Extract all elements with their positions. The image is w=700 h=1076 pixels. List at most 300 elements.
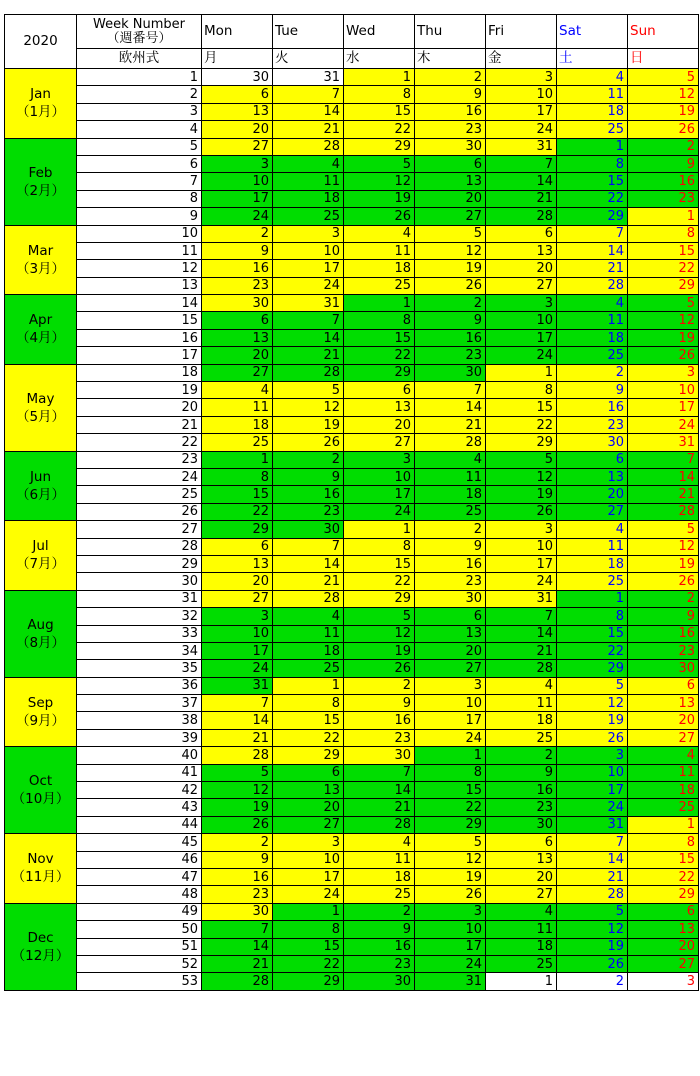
day-cell-wed: 4: [344, 225, 415, 242]
day-cell-tue: 22: [273, 955, 344, 972]
day-header-thu: Thu: [415, 15, 486, 49]
day-cell-thu: 22: [415, 799, 486, 816]
day-cell-wed: 20: [344, 416, 415, 433]
week-number-cell: 36: [77, 677, 202, 694]
table-row: [5, 138, 699, 155]
day-cell-fri: 24: [486, 347, 557, 364]
month-name: Jun: [29, 468, 52, 485]
day-header-sat-jp: 土: [557, 49, 628, 69]
month-label-cell: [5, 364, 77, 451]
table-row: [5, 86, 699, 103]
day-cell-thu: 24: [415, 729, 486, 746]
table-row: [5, 399, 699, 416]
day-cell-fri: 10: [486, 312, 557, 329]
day-cell-fri: 14: [486, 173, 557, 190]
year-header: 2020: [5, 15, 77, 69]
day-cell-tue: 21: [273, 121, 344, 138]
day-cell-thu: 17: [415, 712, 486, 729]
table-row: [5, 868, 699, 885]
day-cell-mon: 9: [202, 851, 273, 868]
day-cell-sun: 22: [628, 868, 699, 885]
day-cell-sat: 12: [557, 921, 628, 938]
day-cell-sat: 11: [557, 86, 628, 103]
day-cell-thu: 2: [415, 521, 486, 538]
day-cell-tue: 17: [273, 260, 344, 277]
day-cell-fri: 7: [486, 155, 557, 172]
week-number-cell: 37: [77, 695, 202, 712]
day-cell-fri: 13: [486, 242, 557, 259]
table-row: [5, 260, 699, 277]
day-cell-sat: 1: [557, 138, 628, 155]
month-name: Mar: [27, 242, 54, 259]
european-standard-label: 欧州式: [77, 49, 202, 69]
week-number-cell: 8: [77, 190, 202, 207]
month-label-cell: [5, 69, 77, 139]
day-cell-sat: 15: [557, 625, 628, 642]
month-name: May: [26, 390, 55, 407]
month-name: Jul: [32, 538, 49, 555]
week-number-cell: 24: [77, 468, 202, 485]
day-cell-sun: 23: [628, 642, 699, 659]
day-cell-sat: 30: [557, 434, 628, 451]
day-cell-thu: 16: [415, 555, 486, 572]
month-name: Feb: [28, 164, 53, 181]
day-cell-thu: 30: [415, 590, 486, 607]
day-cell-mon: 31: [202, 677, 273, 694]
day-cell-mon: 2: [202, 834, 273, 851]
day-cell-tue: 28: [273, 364, 344, 381]
week-number-cell: 39: [77, 729, 202, 746]
month-name: Sep: [27, 694, 54, 711]
day-header-sat: Sat: [557, 15, 628, 49]
month-name-jp: （12月）: [11, 947, 70, 964]
day-cell-wed: 5: [344, 608, 415, 625]
day-cell-fri: 28: [486, 208, 557, 225]
day-cell-fri: 24: [486, 573, 557, 590]
day-cell-sun: 21: [628, 486, 699, 503]
day-cell-sun: 26: [628, 573, 699, 590]
month-name: Nov: [27, 851, 54, 868]
day-cell-thu: 5: [415, 225, 486, 242]
week-number-label: Week Number: [93, 16, 185, 32]
month-name-jp: （8月）: [15, 634, 66, 651]
day-cell-wed: 11: [344, 242, 415, 259]
table-row: [5, 173, 699, 190]
day-cell-wed: 15: [344, 103, 415, 120]
month-name-jp: （5月）: [15, 408, 66, 425]
week-number-cell: 32: [77, 608, 202, 625]
day-cell-mon: 24: [202, 660, 273, 677]
day-cell-fri: 11: [486, 695, 557, 712]
week-number-cell: 13: [77, 277, 202, 294]
day-cell-fri: 26: [486, 503, 557, 520]
week-number-cell: 35: [77, 660, 202, 677]
day-cell-sun: 7: [628, 451, 699, 468]
month-name-jp: （7月）: [15, 556, 66, 573]
week-number-cell: 7: [77, 173, 202, 190]
month-label-cell: [5, 521, 77, 591]
day-header-wed-jp: 水: [344, 49, 415, 69]
day-cell-sun: 22: [628, 260, 699, 277]
table-row: [5, 729, 699, 746]
day-cell-thu: 20: [415, 190, 486, 207]
day-cell-mon: 14: [202, 938, 273, 955]
month-label-cell: [5, 677, 77, 747]
day-cell-thu: 27: [415, 660, 486, 677]
day-cell-sat: 27: [557, 503, 628, 520]
day-cell-thu: 21: [415, 416, 486, 433]
table-row: [5, 782, 699, 799]
day-cell-sun: 11: [628, 764, 699, 781]
day-cell-sun: 25: [628, 799, 699, 816]
day-cell-tue: 30: [273, 521, 344, 538]
day-cell-sun: 12: [628, 312, 699, 329]
month-name: Aug: [27, 616, 54, 633]
day-cell-wed: 1: [344, 521, 415, 538]
day-cell-mon: 3: [202, 608, 273, 625]
day-cell-mon: 23: [202, 277, 273, 294]
table-row: [5, 416, 699, 433]
day-cell-tue: 18: [273, 190, 344, 207]
day-cell-fri: 21: [486, 190, 557, 207]
day-cell-mon: 9: [202, 242, 273, 259]
day-cell-wed: 18: [344, 868, 415, 885]
day-cell-thu: 13: [415, 173, 486, 190]
table-row: [5, 521, 699, 538]
month-label-cell: [5, 451, 77, 521]
day-cell-tue: 11: [273, 625, 344, 642]
day-cell-sun: 9: [628, 608, 699, 625]
day-cell-fri: 7: [486, 608, 557, 625]
day-cell-mon: 14: [202, 712, 273, 729]
day-cell-sun: 31: [628, 434, 699, 451]
day-cell-sat: 7: [557, 834, 628, 851]
day-cell-wed: 27: [344, 434, 415, 451]
day-cell-sat: 4: [557, 521, 628, 538]
day-cell-thu: 24: [415, 955, 486, 972]
day-cell-wed: 22: [344, 121, 415, 138]
day-cell-thu: 26: [415, 886, 486, 903]
day-cell-mon: 23: [202, 886, 273, 903]
day-cell-mon: 12: [202, 782, 273, 799]
day-cell-tue: 27: [273, 816, 344, 833]
day-cell-thu: 17: [415, 938, 486, 955]
month-name-jp: （11月）: [11, 869, 70, 886]
day-cell-fri: 20: [486, 868, 557, 885]
day-cell-wed: 29: [344, 590, 415, 607]
table-row: [5, 295, 699, 312]
day-header-thu-jp: 木: [415, 49, 486, 69]
day-cell-sun: 27: [628, 955, 699, 972]
day-cell-sat: 29: [557, 208, 628, 225]
calendar-body: [5, 69, 699, 991]
week-number-cell: 53: [77, 973, 202, 990]
day-cell-sun: 5: [628, 521, 699, 538]
day-cell-fri: 14: [486, 625, 557, 642]
day-cell-tue: 24: [273, 886, 344, 903]
day-cell-sun: 18: [628, 782, 699, 799]
month-label-cell: [5, 225, 77, 295]
table-row: [5, 712, 699, 729]
day-cell-sun: 15: [628, 242, 699, 259]
table-row: [5, 69, 699, 86]
day-cell-fri: 10: [486, 86, 557, 103]
day-header-fri: Fri: [486, 15, 557, 49]
day-cell-tue: 15: [273, 938, 344, 955]
day-cell-fri: 3: [486, 521, 557, 538]
day-cell-fri: 29: [486, 434, 557, 451]
day-cell-mon: 25: [202, 434, 273, 451]
table-row: [5, 312, 699, 329]
day-cell-tue: 20: [273, 799, 344, 816]
day-cell-tue: 14: [273, 555, 344, 572]
week-number-cell: 10: [77, 225, 202, 242]
week-number-cell: 29: [77, 555, 202, 572]
day-cell-mon: 29: [202, 521, 273, 538]
day-cell-fri: 5: [486, 451, 557, 468]
table-row: [5, 538, 699, 555]
day-cell-mon: 20: [202, 121, 273, 138]
day-cell-fri: 25: [486, 729, 557, 746]
month-label-cell: [5, 295, 77, 365]
day-cell-tue: 14: [273, 103, 344, 120]
day-cell-thu: 6: [415, 608, 486, 625]
table-row: [5, 834, 699, 851]
day-cell-tue: 1: [273, 903, 344, 920]
day-cell-sat: 19: [557, 938, 628, 955]
day-cell-wed: 30: [344, 973, 415, 990]
day-cell-thu: 7: [415, 382, 486, 399]
day-cell-wed: 2: [344, 677, 415, 694]
day-cell-sun: 13: [628, 921, 699, 938]
day-cell-wed: 16: [344, 938, 415, 955]
day-cell-sat: 17: [557, 782, 628, 799]
day-cell-sun: 16: [628, 625, 699, 642]
day-cell-fri: 30: [486, 816, 557, 833]
day-cell-mon: 10: [202, 625, 273, 642]
day-cell-thu: 5: [415, 834, 486, 851]
day-cell-tue: 28: [273, 138, 344, 155]
day-cell-mon: 5: [202, 764, 273, 781]
week-number-cell: 44: [77, 816, 202, 833]
day-cell-sun: 5: [628, 69, 699, 86]
day-cell-mon: 30: [202, 903, 273, 920]
day-cell-tue: 17: [273, 868, 344, 885]
day-cell-fri: 28: [486, 660, 557, 677]
day-cell-thu: 18: [415, 486, 486, 503]
week-number-cell: 42: [77, 782, 202, 799]
day-cell-sun: 4: [628, 747, 699, 764]
week-number-cell: 3: [77, 103, 202, 120]
week-number-cell: 26: [77, 503, 202, 520]
calendar-sheet: [4, 14, 699, 991]
day-cell-wed: 15: [344, 329, 415, 346]
day-header-tue-jp: 火: [273, 49, 344, 69]
day-cell-sat: 21: [557, 260, 628, 277]
day-cell-fri: 31: [486, 590, 557, 607]
day-cell-sat: 5: [557, 903, 628, 920]
table-row: [5, 329, 699, 346]
day-cell-fri: 18: [486, 938, 557, 955]
week-number-cell: 33: [77, 625, 202, 642]
day-cell-wed: 28: [344, 816, 415, 833]
day-cell-fri: 27: [486, 277, 557, 294]
day-cell-mon: 1: [202, 451, 273, 468]
day-cell-sat: 4: [557, 69, 628, 86]
day-cell-wed: 23: [344, 729, 415, 746]
week-number-cell: 16: [77, 329, 202, 346]
day-cell-wed: 25: [344, 886, 415, 903]
day-cell-sun: 26: [628, 347, 699, 364]
day-cell-wed: 14: [344, 782, 415, 799]
day-cell-wed: 8: [344, 312, 415, 329]
day-cell-wed: 25: [344, 277, 415, 294]
day-header-wed: Wed: [344, 15, 415, 49]
table-row: [5, 764, 699, 781]
day-cell-tue: 6: [273, 764, 344, 781]
day-cell-sun: 3: [628, 364, 699, 381]
table-row: [5, 382, 699, 399]
week-number-cell: 1: [77, 69, 202, 86]
day-cell-tue: 3: [273, 834, 344, 851]
table-row: [5, 468, 699, 485]
day-cell-tue: 4: [273, 155, 344, 172]
week-number-cell: 51: [77, 938, 202, 955]
day-cell-wed: 9: [344, 695, 415, 712]
day-cell-thu: 30: [415, 364, 486, 381]
day-cell-sun: 17: [628, 399, 699, 416]
day-cell-tue: 23: [273, 503, 344, 520]
day-cell-sat: 26: [557, 955, 628, 972]
day-cell-tue: 8: [273, 695, 344, 712]
day-cell-fri: 19: [486, 486, 557, 503]
day-cell-sat: 6: [557, 451, 628, 468]
day-cell-wed: 8: [344, 86, 415, 103]
day-cell-fri: 23: [486, 799, 557, 816]
day-cell-thu: 12: [415, 242, 486, 259]
day-cell-wed: 8: [344, 538, 415, 555]
day-cell-sun: 20: [628, 938, 699, 955]
day-cell-tue: 18: [273, 642, 344, 659]
day-cell-tue: 7: [273, 312, 344, 329]
day-header-mon-jp: 月: [202, 49, 273, 69]
week-number-cell: 28: [77, 538, 202, 555]
month-name: Oct: [28, 773, 53, 790]
day-cell-thu: 27: [415, 208, 486, 225]
day-cell-sun: 16: [628, 173, 699, 190]
day-cell-fri: 12: [486, 468, 557, 485]
day-header-mon: Mon: [202, 15, 273, 49]
month-label-cell: [5, 747, 77, 834]
day-cell-thu: 4: [415, 451, 486, 468]
day-cell-tue: 11: [273, 173, 344, 190]
day-cell-tue: 10: [273, 851, 344, 868]
week-number-cell: 52: [77, 955, 202, 972]
day-cell-mon: 28: [202, 747, 273, 764]
week-number-cell: 48: [77, 886, 202, 903]
day-cell-fri: 9: [486, 764, 557, 781]
week-number-cell: 49: [77, 903, 202, 920]
day-cell-sun: 8: [628, 834, 699, 851]
table-row: [5, 155, 699, 172]
day-cell-mon: 21: [202, 955, 273, 972]
day-cell-wed: 5: [344, 155, 415, 172]
day-cell-sun: 9: [628, 155, 699, 172]
day-cell-sat: 2: [557, 364, 628, 381]
table-row: [5, 695, 699, 712]
day-cell-wed: 9: [344, 921, 415, 938]
day-cell-fri: 17: [486, 555, 557, 572]
day-cell-sun: 19: [628, 555, 699, 572]
day-cell-mon: 24: [202, 208, 273, 225]
week-number-cell: 30: [77, 573, 202, 590]
day-cell-wed: 3: [344, 451, 415, 468]
week-number-cell: 47: [77, 868, 202, 885]
day-cell-fri: 17: [486, 103, 557, 120]
day-cell-thu: 31: [415, 973, 486, 990]
table-row: [5, 955, 699, 972]
table-row: [5, 747, 699, 764]
day-cell-fri: 20: [486, 260, 557, 277]
day-cell-sun: 23: [628, 190, 699, 207]
day-cell-sat: 20: [557, 486, 628, 503]
day-cell-sun: 13: [628, 695, 699, 712]
day-cell-tue: 21: [273, 347, 344, 364]
day-cell-thu: 6: [415, 155, 486, 172]
day-cell-mon: 28: [202, 973, 273, 990]
week-number-label-jp: （週番号）: [106, 30, 172, 46]
day-cell-mon: 27: [202, 364, 273, 381]
day-cell-sat: 14: [557, 242, 628, 259]
day-cell-tue: 14: [273, 329, 344, 346]
day-cell-fri: 3: [486, 69, 557, 86]
day-cell-sat: 11: [557, 538, 628, 555]
month-name: Dec: [27, 929, 54, 946]
week-number-cell: 43: [77, 799, 202, 816]
day-cell-thu: 16: [415, 103, 486, 120]
day-cell-sun: 24: [628, 416, 699, 433]
day-cell-tue: 25: [273, 208, 344, 225]
day-cell-wed: 13: [344, 399, 415, 416]
day-cell-mon: 26: [202, 816, 273, 833]
day-cell-thu: 8: [415, 764, 486, 781]
day-cell-thu: 23: [415, 347, 486, 364]
day-cell-tue: 28: [273, 590, 344, 607]
day-cell-sun: 19: [628, 103, 699, 120]
table-row: [5, 677, 699, 694]
day-cell-sat: 1: [557, 590, 628, 607]
day-cell-sat: 28: [557, 277, 628, 294]
day-cell-sun: 12: [628, 538, 699, 555]
day-cell-thu: 3: [415, 677, 486, 694]
week-number-cell: 15: [77, 312, 202, 329]
day-cell-sat: 3: [557, 747, 628, 764]
week-number-cell: 20: [77, 399, 202, 416]
day-cell-fri: 21: [486, 642, 557, 659]
day-cell-thu: 23: [415, 573, 486, 590]
month-label-cell: [5, 590, 77, 677]
day-cell-thu: 29: [415, 816, 486, 833]
table-row: [5, 225, 699, 242]
day-cell-tue: 8: [273, 921, 344, 938]
day-cell-sun: 30: [628, 660, 699, 677]
day-cell-thu: 23: [415, 121, 486, 138]
day-cell-tue: 29: [273, 747, 344, 764]
day-cell-mon: 3: [202, 155, 273, 172]
day-cell-sun: 6: [628, 903, 699, 920]
day-cell-wed: 11: [344, 851, 415, 868]
day-cell-wed: 16: [344, 712, 415, 729]
